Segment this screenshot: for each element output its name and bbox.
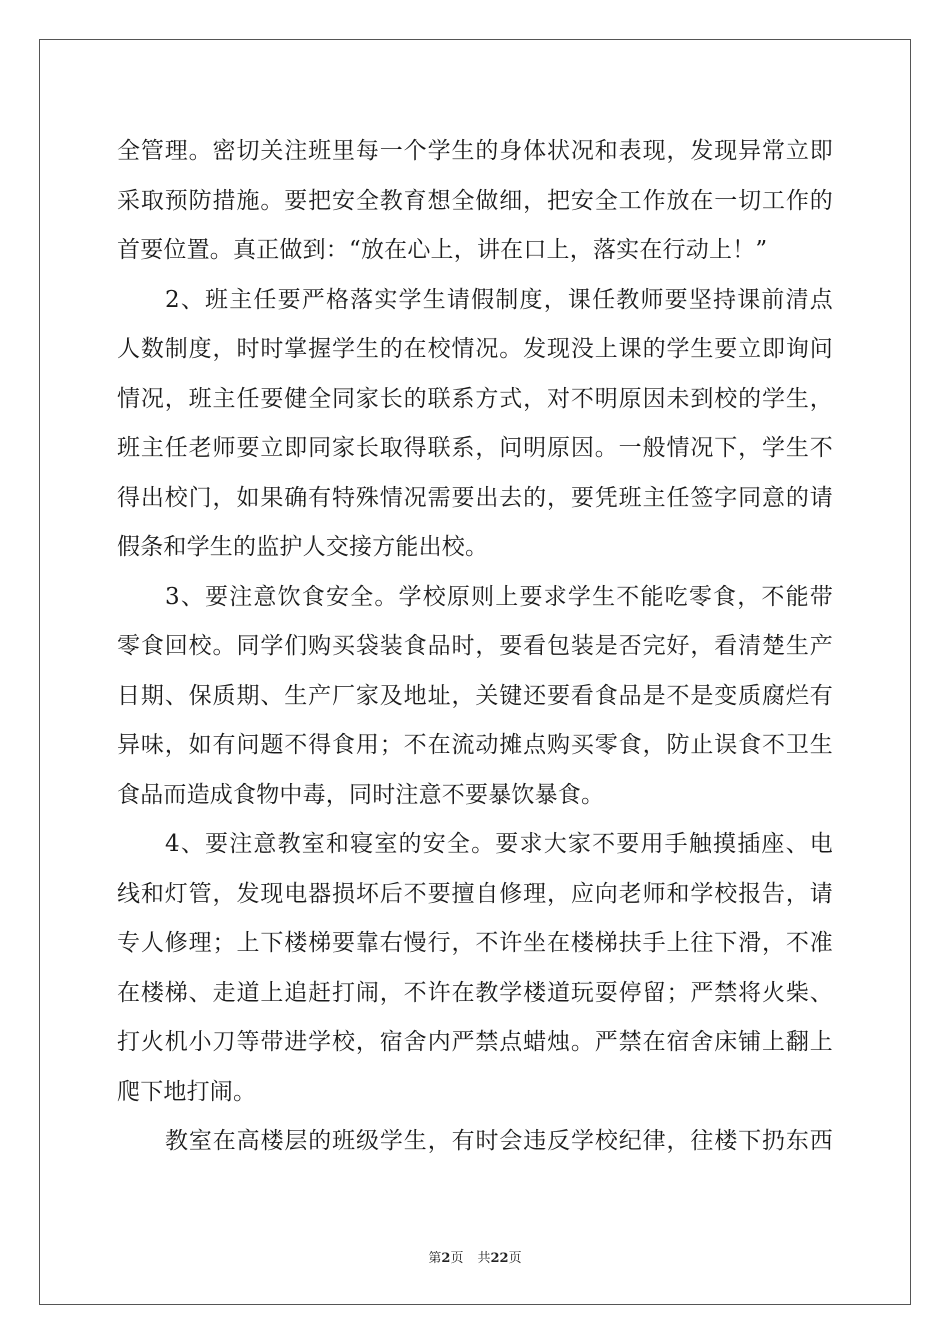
text-line: 异味，如有问题不得食用；不在流动摊点购买零食，防止误食不卫生 [117, 732, 833, 758]
footer-total-prefix: 共 [477, 1251, 491, 1266]
text-line: 班主任老师要立即同家长取得联系，问明原因。一般情况下，学生不 [117, 435, 833, 461]
text-line: 情况，班主任要健全同家长的联系方式，对不明原因未到校的学生， [117, 385, 833, 412]
footer-total-pages: 22 [490, 1251, 509, 1266]
text-line: 首要位置。真正做到：“放在心上，讲在口上，落实在行动上！” [117, 237, 768, 263]
text-line: 教室在高楼层的班级学生，有时会违反学校纪律，往楼下扔东西 [165, 1128, 833, 1154]
text-line: 日期、保质期、生产厂家及地址，关键还要看食品是不是变质腐烂有 [117, 682, 833, 709]
text-line: 4、要注意教室和寝室的安全。要求大家不要用手触摸插座、电 [165, 831, 833, 857]
text-line: 3、要注意饮食安全。学校原则上要求学生不能吃零食，不能带 [165, 583, 833, 610]
footer-page-suffix: 页 [450, 1251, 464, 1266]
text-line: 全管理。密切关注班里每一个学生的身体状况和表现，发现异常立即 [117, 138, 833, 164]
text-line: 爬下地打闹。 [117, 1078, 257, 1105]
text-line: 采取预防措施。要把安全教育想全做细，把安全工作放在一切工作的 [117, 187, 833, 214]
text-line: 专人修理；上下楼梯要靠右慢行，不许坐在楼梯扶手上往下滑，不准 [117, 930, 833, 956]
text-line: 假条和学生的监护人交接方能出校。 [117, 534, 489, 560]
text-line: 2、班主任要严格落实学生请假制度，课任教师要坚持课前清点 [165, 286, 833, 313]
text-line: 人数制度，时时掌握学生的在校情况。发现没上课的学生要立即询问 [117, 336, 833, 362]
text-line: 线和灯管，发现电器损坏后不要擅自修理，应向老师和学校报告，请 [117, 880, 833, 907]
text-line: 在楼梯、走道上追赶打闹，不许在教学楼道玩耍停留；严禁将火柴、 [117, 979, 833, 1006]
text-line: 食品而造成食物中毒，同时注意不要暴饮暴食。 [117, 781, 605, 808]
footer-page-prefix: 第 [428, 1251, 442, 1266]
page-footer [0, 1247, 950, 1266]
text-line: 得出校门，如果确有特殊情况需要出去的，要凭班主任签字同意的请 [117, 484, 833, 511]
text-line: 打火机小刀等带进学校，宿舍内严禁点蜡烛。严禁在宿舍床铺上翻上 [117, 1029, 833, 1055]
document-body [117, 127, 833, 1167]
text-line: 零食回校。同学们购买袋装食品时，要看包装是否完好，看清楚生产 [117, 633, 833, 659]
footer-page-number: 2 [441, 1251, 451, 1266]
footer-total-suffix: 页 [508, 1251, 522, 1266]
